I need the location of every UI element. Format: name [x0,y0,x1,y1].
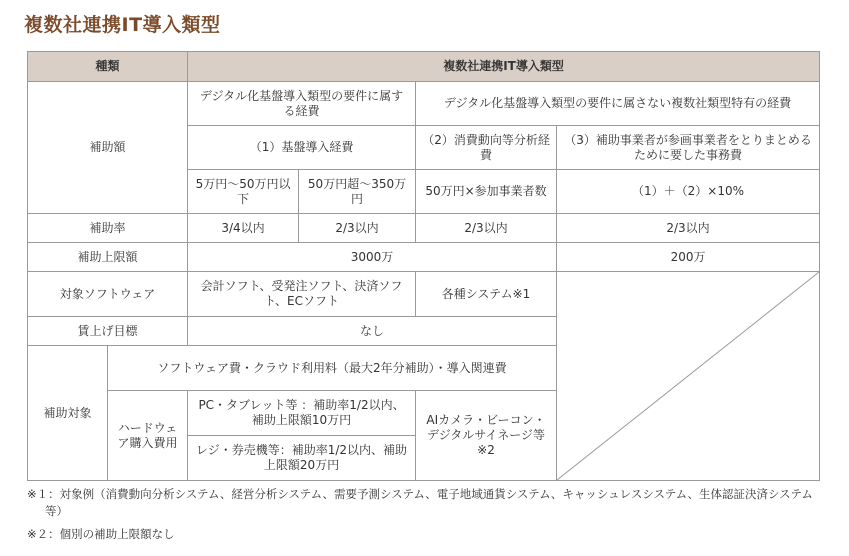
group-a-header: デジタル化基盤導入類型の要件に属する経費 [188,82,416,126]
subsidy-rate-1: 3/4以内 [188,214,299,243]
upper-limit-1: 3000万 [188,243,557,272]
amount-range-1: 5万円～50万円以下 [188,170,299,214]
subsidy-amount-label: 補助額 [28,82,188,214]
amount-range-2: 50万円超～350万円 [299,170,416,214]
item-base-cost: （1）基盤導入経費 [188,126,416,170]
footnotes [27,486,827,543]
empty-diagonal-cell [557,272,820,481]
wage-target-label: 賃上げ目標 [28,317,188,346]
upper-limit-2: 200万 [557,243,820,272]
hardware-ai: AIカメラ・ビーコン・デジタルサイネージ等※2 [416,391,557,481]
subsidy-rate-3: 2/3以内 [416,214,557,243]
software-value-1: 会計ソフト、受発注ソフト、決済ソフト、ECソフト [188,272,416,317]
item-analysis-cost: （2）消費動向等分析経費 [416,126,557,170]
page-title: 複数社連携IT導入類型 [24,14,221,36]
subsidy-rate-label: 補助率 [28,214,188,243]
software-label: 対象ソフトウェア [28,272,188,317]
amount-range-4: （1）＋（2）×10% [557,170,820,214]
upper-limit-label: 補助上限額 [28,243,188,272]
header-type: 種類 [28,52,188,82]
group-b-header: デジタル化基盤導入類型の要件に属さない複数社類型特有の経費 [416,82,820,126]
hardware-pc: PC・タブレット等 ：補助率1/2以内、補助上限額10万円 [188,391,416,436]
software-fee: ソフトウェア費・クラウド利用料（最大2年分補助）・導入関連費 [108,346,557,391]
amount-range-3: 50万円×参加事業者数 [416,170,557,214]
target-label: 補助対象 [28,346,108,481]
subsidy-rate-2: 2/3以内 [299,214,416,243]
subsidy-table [27,51,820,481]
diagonal-line [557,272,819,480]
software-value-2: 各種システム※1 [416,272,557,317]
item-admin-cost: （3）補助事業者が参画事業者をとりまとめるために要した事務費 [557,126,820,170]
header-category: 複数社連携IT導入類型 [188,52,820,82]
wage-target-value: なし [188,317,557,346]
hardware-register: レジ・券売機等：補助率1/2以内、補助上限額20万円 [188,436,416,481]
footnote-1: ※１：対象例（消費動向分析システム、経営分析システム、需要予測システム、電子地域通貨システム、キャッシュレスシステム、生体認証決済システム等） [27,487,813,518]
hardware-label: ハードウェア購入費用 [108,391,188,481]
footnote-2: ※２：個別の補助上限額なし [27,527,175,541]
subsidy-rate-4: 2/3以内 [557,214,820,243]
